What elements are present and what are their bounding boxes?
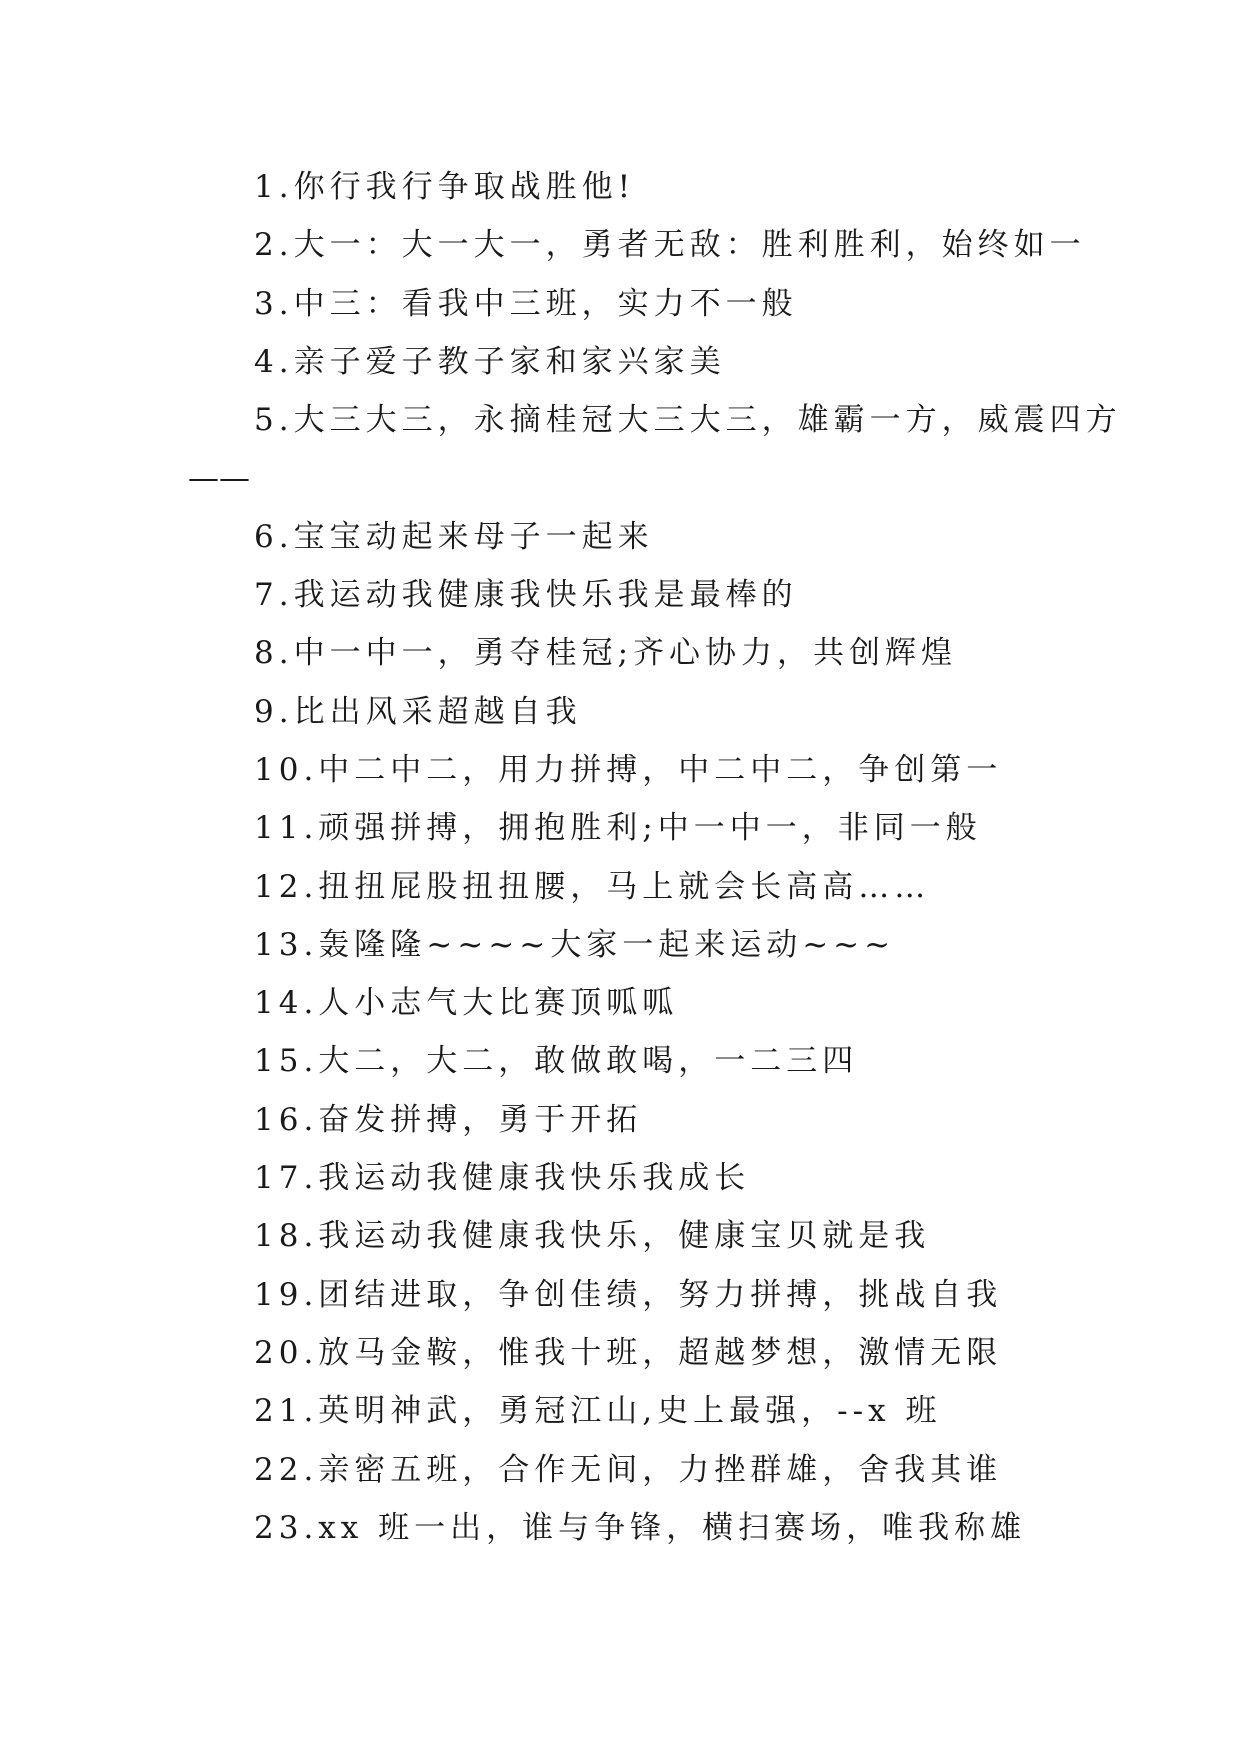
list-item: 8.中一中一，勇夺桂冠;齐心协力，共创辉煌 [254,635,958,672]
slogan-list [0,158,1241,1557]
list-item: 10.中二中二，用力拼搏，中二中二，争创第一 [254,751,1003,788]
list-item: 22.亲密五班，合作无间，力挫群雄，舍我其谁 [254,1451,1003,1488]
list-item-continuation: —— [188,460,250,497]
list-item: 15.大二，大二，敢做敢喝，一二三四 [254,1043,859,1080]
list-item: 17.我运动我健康我快乐我成长 [254,1160,751,1197]
list-item: 16.奋发拼搏，勇于开拓 [254,1101,643,1138]
list-item: 23.xx 班一出，谁与争锋，横扫赛场，唯我称雄 [254,1509,1027,1546]
list-item: 11.顽强拼搏，拥抱胜利;中一中一，非同一般 [254,810,982,847]
list-item: 12.扭扭屁股扭扭腰，马上就会长高高…… [254,868,931,905]
list-item: 2.大一：大一大一，勇者无敌：胜利胜利，始终如一 [254,227,1086,264]
list-item: 5.大三大三，永摘桂冠大三大三，雄霸一方，威震四方 [254,402,1122,439]
list-item: 18.我运动我健康我快乐，健康宝贝就是我 [254,1218,931,1255]
list-item: 7.我运动我健康我快乐我是最棒的 [254,577,798,614]
list-item: 21.英明神武，勇冠江山,史上最强，--x 班 [254,1393,942,1430]
list-item: 14.人小志气大比赛顶呱呱 [254,985,679,1022]
list-item: 9.比出风采超越自我 [254,693,582,730]
list-item: 6.宝宝动起来母子一起来 [254,518,654,555]
list-item: 1.你行我行争取战胜他! [254,169,636,205]
list-item: 13.轰隆隆~~~~大家一起来运动~~~ [254,926,896,963]
list-item: 20.放马金鞍，惟我十班，超越梦想，激情无限 [254,1334,1003,1371]
list-item: 4.亲子爱子教子家和家兴家美 [254,343,726,380]
list-item: 19.团结进取，争创佳绩，努力拼搏，挑战自我 [254,1276,1003,1313]
list-item: 3.中三：看我中三班，实力不一般 [254,285,798,322]
